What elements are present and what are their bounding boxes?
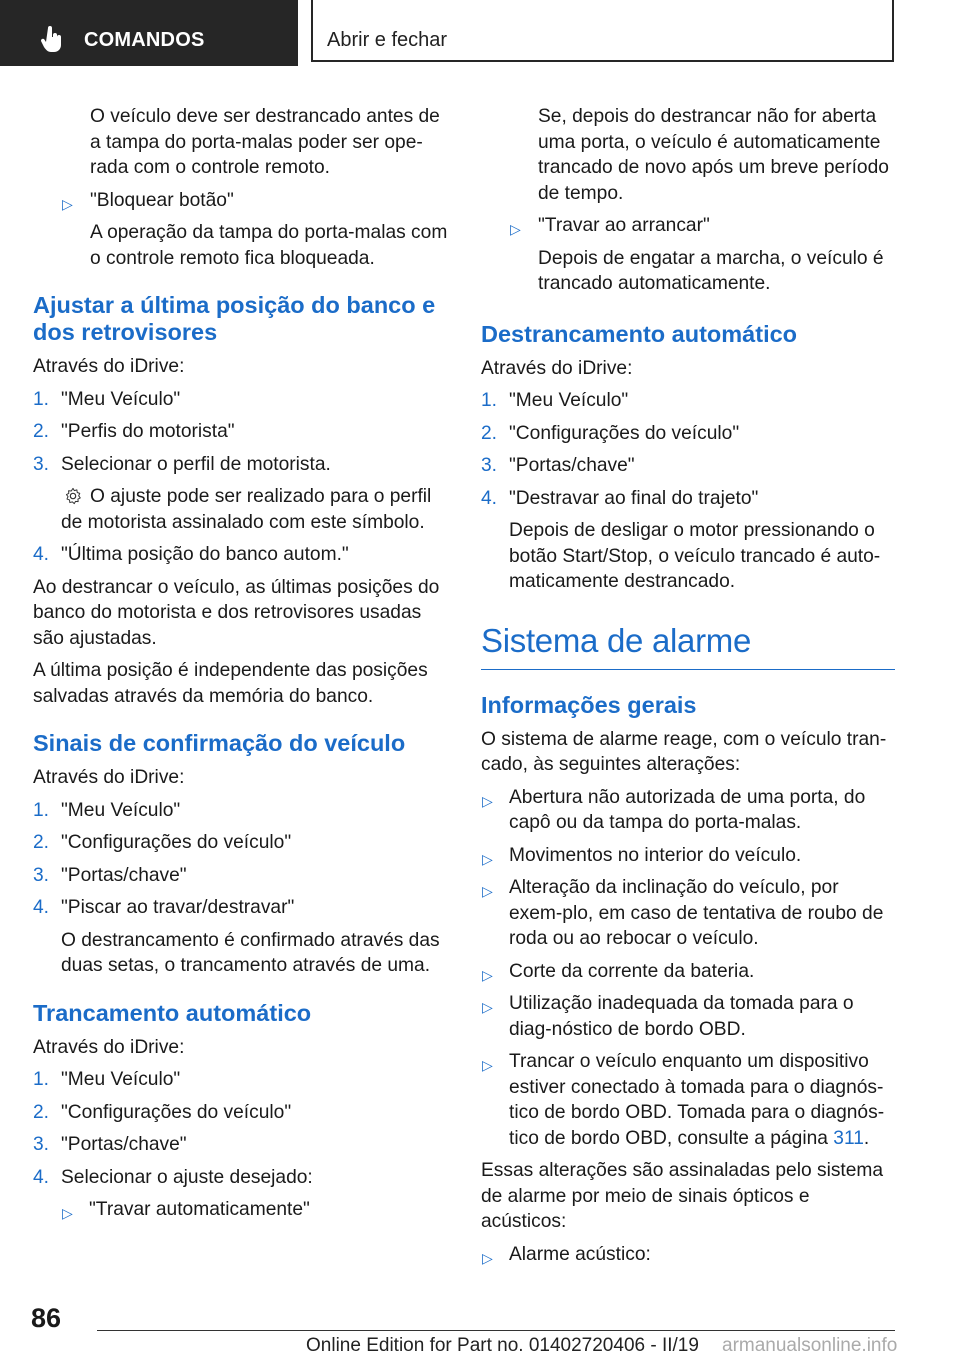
hand-pointer-icon (40, 26, 64, 54)
paragraph: Através do iDrive: (33, 1036, 185, 1058)
heading-confirmation-signals: Sinais de confirmação do veículo (33, 730, 406, 756)
list-item (481, 421, 895, 447)
chapter-tab (311, 0, 894, 62)
triangle-bullet-icon: ▷ (482, 1249, 493, 1266)
bullet-text: "Bloquear botão" (90, 189, 234, 211)
step-text: "Meu Veículo" (61, 1069, 181, 1090)
triangle-bullet-icon: ▷ (482, 1057, 493, 1073)
right-column (481, 104, 895, 1274)
heading-alarm-system: Sistema de alarme (481, 621, 895, 670)
step-number: 1. (33, 799, 50, 821)
step-number: 4. (33, 1166, 50, 1188)
triangle-bullet-icon: ▷ (62, 195, 73, 212)
step-text: Selecionar o perfil de motorista. (61, 453, 331, 475)
paragraph: O veículo deve ser destrancado antes de a tampa do porta-malas poder ser ope-rada com o controle remoto. (90, 106, 440, 178)
list-item (33, 419, 448, 445)
bullet-text: Corte da corrente da bateria. (509, 960, 755, 982)
bullet-text: "Travar automaticamente" (89, 1199, 310, 1220)
step-text: "Piscar ao travar/destravar" (61, 897, 295, 918)
footer-watermark: armanualsonline.info (722, 1335, 898, 1356)
note-text: O ajuste pode ser realizado para o perfil de motorista assinalado com este símbolo. (61, 486, 432, 533)
paragraph: O sistema de alarme reage, com o veículo tran-cado, às seguintes alterações: (481, 728, 887, 775)
step-text: "Portas/chave" (61, 864, 187, 886)
list-item (33, 895, 448, 921)
step-text: Selecionar o ajuste desejado: (61, 1166, 313, 1188)
step-text: "Meu Veículo" (509, 390, 629, 411)
bullet-item: ▷ Trancar o veículo enquanto um dispositivo estiver conectado à tomada para o diagnós-tico de bordo OBD. Tomada para o diagnós-tico de bordo OBD, consulte a página 311. (482, 1051, 885, 1149)
bullet-item (481, 959, 895, 985)
step-number: 2. (33, 1101, 50, 1123)
paragraph: Depois de engatar a marcha, o veículo é trancado automaticamente. (538, 247, 884, 294)
paragraph: Se, depois do destrancar não for aberta uma porta, o veículo é automaticamente trancado de novo após um breve período de tempo. (538, 106, 889, 204)
paragraph: A última posição é independente das posições salvadas através da memória do banco. (33, 660, 428, 707)
triangle-bullet-icon: ▷ (482, 999, 493, 1015)
list-item (33, 542, 448, 568)
triangle-bullet-icon: ▷ (482, 966, 493, 983)
step-number: 1. (481, 390, 498, 411)
list-item (33, 830, 448, 856)
triangle-bullet-icon: ▷ (482, 850, 493, 867)
list-item (33, 863, 448, 889)
step-text: "Última posição do banco autom." (61, 544, 349, 565)
list-item (33, 1132, 448, 1158)
heading-seat-position: Ajustar a última posição do banco e dos retrovisores (33, 292, 436, 345)
bullet-text: Alarme acústico: (509, 1243, 651, 1265)
step-text: "Configurações do veículo" (509, 422, 740, 444)
page-header (0, 0, 960, 66)
step-number: 1. (33, 1069, 50, 1090)
triangle-bullet-icon: ▷ (510, 221, 521, 237)
paragraph: A operação da tampa do porta-malas com o controle remoto fica bloqueada. (90, 222, 448, 269)
bullet-text: "Travar ao arrancar" (538, 215, 710, 236)
heading-general-info: Informações gerais (481, 691, 697, 718)
list-item (481, 388, 895, 414)
step-text: "Perfis do motorista" (61, 421, 235, 442)
step-number: 3. (33, 453, 50, 475)
heading-auto-unlock: Destrancamento automático (481, 320, 798, 347)
bullet-item (481, 875, 895, 952)
step-description: Depois de desligar o motor pressionando o botão Start/Stop, o veículo trancado é auto-maticamente destrancado. (509, 520, 881, 592)
bullet-text: Abertura não autorizada de uma porta, do capô ou da tampa do porta-malas. (509, 786, 866, 833)
bullet-text: Utilização inadequada da tomada para o diag-nóstico de bordo OBD. (509, 993, 854, 1040)
heading-auto-lock: Trancamento automático (33, 999, 312, 1026)
section-title: COMANDOS (84, 29, 205, 51)
step-number: 1. (33, 388, 50, 410)
paragraph: Através do iDrive: (33, 356, 185, 377)
step-number: 4. (33, 544, 50, 565)
step-text: "Portas/chave" (509, 455, 635, 476)
list-item (481, 453, 895, 479)
step-text: "Configurações do veículo" (61, 1101, 292, 1123)
step-number: 3. (33, 864, 50, 886)
list-item (481, 486, 895, 512)
bullet-text: Movimentos no interior do veículo. (509, 844, 802, 866)
gear-icon (64, 487, 82, 505)
page-reference-link[interactable]: 311 (833, 1127, 864, 1149)
step-number: 2. (33, 421, 50, 442)
bullet-item (481, 785, 895, 836)
step-text: "Meu Veículo" (61, 799, 181, 821)
page-number: 86 (31, 1303, 62, 1333)
bullet-text: Alteração da inclinação do veículo, por exem-plo, em caso de tentativa de roubo de roda ou ao rebocar o veículo. (509, 877, 884, 949)
paragraph: Ao destrancar o veículo, as últimas posições do banco do motorista e dos retrovisores usadas são ajustadas. (33, 576, 440, 649)
bullet-item (481, 991, 895, 1042)
step-number: 4. (33, 897, 50, 918)
left-column (33, 104, 448, 1230)
list-item (33, 1165, 448, 1191)
triangle-bullet-icon: ▷ (482, 883, 493, 899)
list-item (33, 798, 448, 824)
footer-divider (97, 1330, 895, 1331)
paragraph: Através do iDrive: (481, 357, 633, 379)
paragraph: Através do iDrive: (33, 767, 185, 788)
bullet-item (481, 843, 895, 869)
footer-edition: Online Edition for Part no. 01402720406 - II/19 (306, 1335, 699, 1356)
section-tab (0, 0, 298, 66)
paragraph: Essas alterações são assinaladas pelo sistema de alarme por meio de sinais ópticos e acústicos: (481, 1160, 884, 1232)
bullet-item (33, 188, 448, 214)
triangle-bullet-icon: ▷ (482, 792, 493, 809)
step-text: "Configurações do veículo" (61, 832, 292, 853)
list-item (33, 1067, 448, 1093)
step-number: 2. (481, 422, 498, 444)
step-number: 2. (33, 832, 50, 853)
bullet-item (481, 213, 895, 239)
list-item (33, 452, 448, 478)
triangle-bullet-icon: ▷ (62, 1205, 73, 1221)
chapter-title: Abrir e fechar (327, 29, 448, 51)
bullet-item (61, 1197, 448, 1223)
step-number: 4. (481, 487, 498, 509)
step-text: "Meu Veículo" (61, 388, 181, 410)
step-number: 3. (481, 455, 498, 476)
list-item (33, 1100, 448, 1126)
bullet-text: Trancar o veículo enquanto um dispositivo estiver conectado à tomada para o diagnós-tico de bordo OBD. Tomada para o diagnós-tico de bordo OBD, consulte a página (509, 1051, 885, 1149)
note (33, 484, 448, 535)
step-description: O destrancamento é confirmado através das duas setas, o trancamento através de uma. (61, 929, 440, 976)
list-item (33, 387, 448, 413)
step-text: "Portas/chave" (61, 1134, 187, 1155)
step-number: 3. (33, 1134, 50, 1155)
step-text: "Destravar ao final do trajeto" (509, 487, 759, 509)
bullet-item (481, 1242, 895, 1268)
